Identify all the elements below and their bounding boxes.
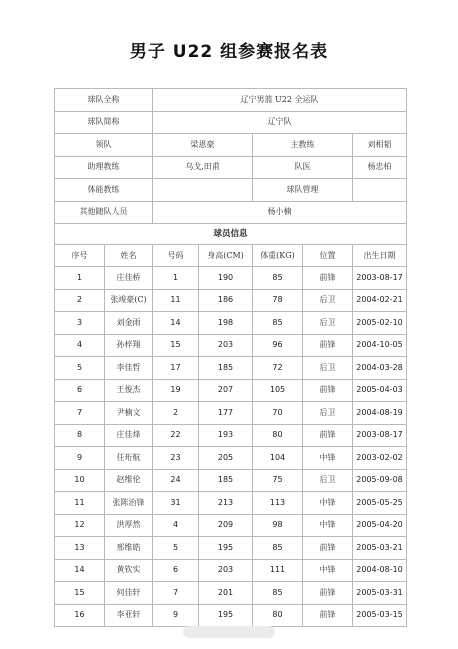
table-row xyxy=(55,334,407,357)
player-position: 前锋 xyxy=(303,582,353,605)
player-name: 张竣豪(C) xyxy=(105,289,153,312)
player-weight: 105 xyxy=(253,379,303,402)
table-row xyxy=(55,492,407,515)
player-position: 前锋 xyxy=(303,424,353,447)
table-row xyxy=(55,357,407,380)
player-height: 209 xyxy=(199,514,253,537)
player-height: 205 xyxy=(199,447,253,470)
player-height: 195 xyxy=(199,604,253,627)
manager-value xyxy=(353,179,407,202)
player-dob: 2005-02-10 xyxy=(353,312,407,335)
team-short-name-label: 球队简称 xyxy=(55,111,153,134)
player-dob: 2005-09-08 xyxy=(353,469,407,492)
team-short-name-value: 辽宁队 xyxy=(153,111,407,134)
player-dob: 2004-02-21 xyxy=(353,289,407,312)
table-row xyxy=(55,537,407,560)
player-height: 198 xyxy=(199,312,253,335)
fitness-row xyxy=(55,179,407,202)
player-weight: 80 xyxy=(253,604,303,627)
player-position: 前锋 xyxy=(303,537,353,560)
player-name: 庄佳桥 xyxy=(105,267,153,290)
player-name: 赵维伦 xyxy=(105,469,153,492)
player-position: 后卫 xyxy=(303,357,353,380)
player-weight: 113 xyxy=(253,492,303,515)
player-number: 6 xyxy=(153,559,199,582)
player-number: 4 xyxy=(153,514,199,537)
table-row xyxy=(55,402,407,425)
players-section-title: 球员信息 xyxy=(55,224,407,245)
player-dob: 2004-08-10 xyxy=(353,559,407,582)
player-number: 2 xyxy=(153,402,199,425)
player-name: 黄钦实 xyxy=(105,559,153,582)
leader-row xyxy=(55,134,407,157)
player-seq: 9 xyxy=(55,447,105,470)
player-weight: 85 xyxy=(253,312,303,335)
player-dob: 2003-08-17 xyxy=(353,267,407,290)
player-position: 中锋 xyxy=(303,559,353,582)
player-position: 后卫 xyxy=(303,469,353,492)
player-name: 张陈治锋 xyxy=(105,492,153,515)
player-weight: 78 xyxy=(253,289,303,312)
player-height: 177 xyxy=(199,402,253,425)
other-staff-value: 杨小楠 xyxy=(153,201,407,224)
player-weight: 96 xyxy=(253,334,303,357)
player-position: 前锋 xyxy=(303,379,353,402)
col-header-number: 号码 xyxy=(153,245,199,267)
players-header-row xyxy=(55,245,407,267)
table-row xyxy=(55,379,407,402)
player-weight: 80 xyxy=(253,424,303,447)
player-seq: 6 xyxy=(55,379,105,402)
player-rows xyxy=(55,267,407,627)
table-row xyxy=(55,582,407,605)
player-height: 185 xyxy=(199,357,253,380)
table-row xyxy=(55,469,407,492)
team-full-name-label: 球队全称 xyxy=(55,89,153,112)
player-name: 邢维皓 xyxy=(105,537,153,560)
player-name: 何佳轩 xyxy=(105,582,153,605)
table-row xyxy=(55,514,407,537)
col-header-weight: 体重(KG) xyxy=(253,245,303,267)
player-seq: 12 xyxy=(55,514,105,537)
player-seq: 16 xyxy=(55,604,105,627)
player-number: 9 xyxy=(153,604,199,627)
player-number: 17 xyxy=(153,357,199,380)
doctor-label: 队医 xyxy=(253,156,353,179)
assistant-coach-value: 乌戈,田甫 xyxy=(153,156,253,179)
player-number: 19 xyxy=(153,379,199,402)
player-dob: 2004-08-19 xyxy=(353,402,407,425)
player-seq: 11 xyxy=(55,492,105,515)
player-number: 31 xyxy=(153,492,199,515)
registration-table xyxy=(54,88,407,627)
player-seq: 10 xyxy=(55,469,105,492)
table-row xyxy=(55,447,407,470)
player-name: 李佳哲 xyxy=(105,357,153,380)
table-row xyxy=(55,312,407,335)
player-number: 14 xyxy=(153,312,199,335)
player-height: 185 xyxy=(199,469,253,492)
player-seq: 1 xyxy=(55,267,105,290)
manager-label: 球队管理 xyxy=(253,179,353,202)
assistant-coach-label: 助理教练 xyxy=(55,156,153,179)
player-height: 193 xyxy=(199,424,253,447)
player-dob: 2005-03-21 xyxy=(353,537,407,560)
player-name: 任珩航 xyxy=(105,447,153,470)
form-title: 男子 U22 组参赛报名表 xyxy=(129,42,329,62)
player-seq: 2 xyxy=(55,289,105,312)
player-weight: 85 xyxy=(253,537,303,560)
player-weight: 75 xyxy=(253,469,303,492)
player-height: 203 xyxy=(199,559,253,582)
head-coach-value: 刘相韬 xyxy=(353,134,407,157)
other-staff-row xyxy=(55,201,407,224)
player-number: 1 xyxy=(153,267,199,290)
other-staff-label: 其他随队人员 xyxy=(55,201,153,224)
col-header-name: 姓名 xyxy=(105,245,153,267)
player-height: 195 xyxy=(199,537,253,560)
player-name: 孙梓翔 xyxy=(105,334,153,357)
player-weight: 104 xyxy=(253,447,303,470)
player-number: 23 xyxy=(153,447,199,470)
player-seq: 13 xyxy=(55,537,105,560)
assistant-row xyxy=(55,156,407,179)
player-number: 11 xyxy=(153,289,199,312)
player-number: 5 xyxy=(153,537,199,560)
player-height: 186 xyxy=(199,289,253,312)
player-name: 尹楠文 xyxy=(105,402,153,425)
player-name: 刘金雨 xyxy=(105,312,153,335)
player-seq: 4 xyxy=(55,334,105,357)
player-seq: 8 xyxy=(55,424,105,447)
player-weight: 72 xyxy=(253,357,303,380)
player-position: 前锋 xyxy=(303,604,353,627)
player-name: 李亚轩 xyxy=(105,604,153,627)
fitness-coach-label: 体能教练 xyxy=(55,179,153,202)
team-full-name-value: 辽宁男篮 U22 全运队 xyxy=(153,89,407,112)
player-position: 前锋 xyxy=(303,267,353,290)
player-name: 洪厚然 xyxy=(105,514,153,537)
player-number: 7 xyxy=(153,582,199,605)
table-row xyxy=(55,559,407,582)
leader-value: 梁恩豪 xyxy=(153,134,253,157)
watermark-logo xyxy=(183,626,275,638)
player-weight: 98 xyxy=(253,514,303,537)
table-row xyxy=(55,289,407,312)
player-dob: 2003-02-02 xyxy=(353,447,407,470)
player-position: 中锋 xyxy=(303,447,353,470)
table-row xyxy=(55,424,407,447)
player-number: 15 xyxy=(153,334,199,357)
player-dob: 2005-04-03 xyxy=(353,379,407,402)
player-position: 中锋 xyxy=(303,514,353,537)
col-header-seq: 序号 xyxy=(55,245,105,267)
doctor-value: 杨忠柏 xyxy=(353,156,407,179)
player-dob: 2005-03-15 xyxy=(353,604,407,627)
player-seq: 14 xyxy=(55,559,105,582)
fitness-coach-value xyxy=(153,179,253,202)
player-dob: 2005-04-20 xyxy=(353,514,407,537)
col-header-position: 位置 xyxy=(303,245,353,267)
player-seq: 7 xyxy=(55,402,105,425)
player-name: 庄佳烽 xyxy=(105,424,153,447)
player-weight: 70 xyxy=(253,402,303,425)
player-number: 24 xyxy=(153,469,199,492)
player-height: 190 xyxy=(199,267,253,290)
player-height: 207 xyxy=(199,379,253,402)
leader-label: 领队 xyxy=(55,134,153,157)
table-row xyxy=(55,604,407,627)
player-position: 前锋 xyxy=(303,334,353,357)
player-position: 中锋 xyxy=(303,492,353,515)
col-header-height: 身高(CM) xyxy=(199,245,253,267)
player-dob: 2003-08-17 xyxy=(353,424,407,447)
player-position: 后卫 xyxy=(303,312,353,335)
player-seq: 15 xyxy=(55,582,105,605)
player-dob: 2004-10-05 xyxy=(353,334,407,357)
player-dob: 2004-03-28 xyxy=(353,357,407,380)
player-position: 后卫 xyxy=(303,402,353,425)
player-dob: 2005-05-25 xyxy=(353,492,407,515)
table-row xyxy=(55,267,407,290)
player-name: 王俊杰 xyxy=(105,379,153,402)
player-seq: 3 xyxy=(55,312,105,335)
col-header-dob: 出生日期 xyxy=(353,245,407,267)
player-weight: 85 xyxy=(253,582,303,605)
player-number: 22 xyxy=(153,424,199,447)
player-weight: 111 xyxy=(253,559,303,582)
player-seq: 5 xyxy=(55,357,105,380)
player-height: 213 xyxy=(199,492,253,515)
player-dob: 2005-03-31 xyxy=(353,582,407,605)
player-weight: 85 xyxy=(253,267,303,290)
team-short-name-row xyxy=(55,111,407,134)
player-height: 201 xyxy=(199,582,253,605)
player-height: 203 xyxy=(199,334,253,357)
head-coach-label: 主教练 xyxy=(253,134,353,157)
team-full-name-row xyxy=(55,89,407,112)
players-section-row xyxy=(55,224,407,245)
player-position: 后卫 xyxy=(303,289,353,312)
